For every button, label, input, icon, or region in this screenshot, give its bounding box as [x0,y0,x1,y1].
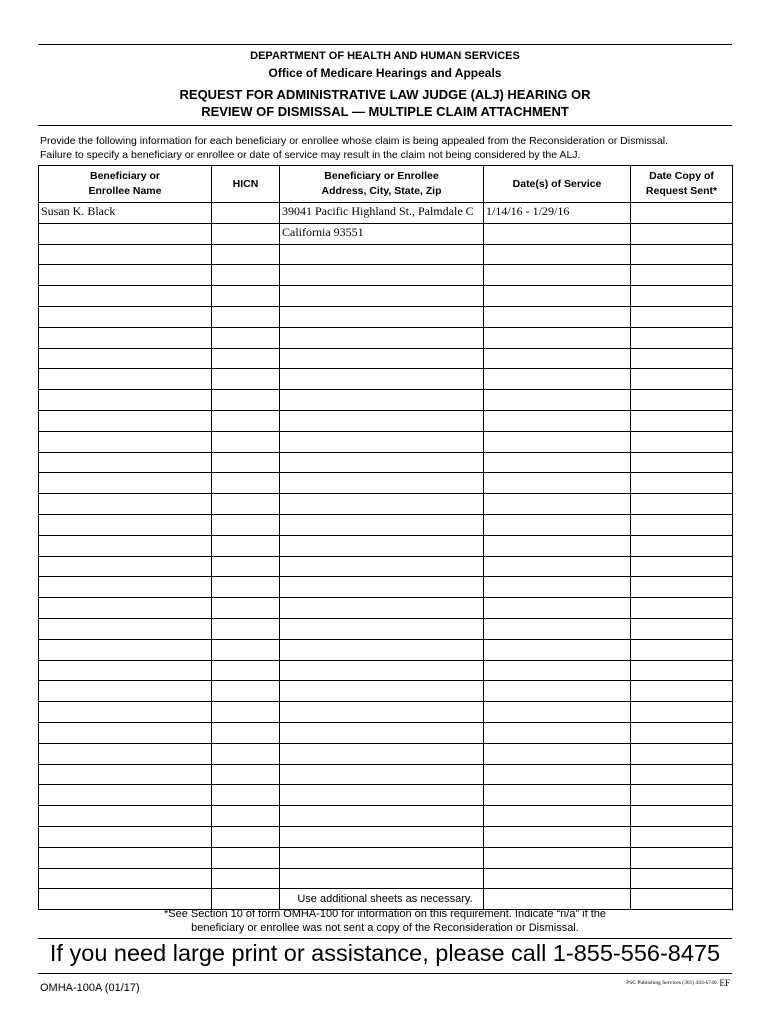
table-row [39,431,733,452]
cell-address[interactable] [280,826,484,847]
table-row [39,702,733,723]
cell-dates[interactable] [484,369,631,390]
cell-hicn[interactable] [212,806,280,827]
cell-dates[interactable] [484,306,631,327]
cell-hicn[interactable] [212,618,280,639]
cell-name[interactable] [39,618,212,639]
table-row [39,327,733,348]
table-row [39,203,733,224]
table-row [39,598,733,619]
table-row [39,369,733,390]
cell-hicn[interactable] [212,494,280,515]
cell-hicn[interactable] [212,702,280,723]
cell-name[interactable] [39,681,212,702]
cell-dates[interactable] [484,265,631,286]
table-header-row [39,166,733,203]
cell-copy[interactable] [631,660,733,681]
cell-name[interactable] [39,577,212,598]
cell-name[interactable] [39,847,212,868]
column-header-copy-sent [631,166,733,203]
table-row [39,473,733,494]
cell-hicn[interactable] [212,514,280,535]
table-row [39,223,733,244]
assistance-notice: If you need large print or assistance, please call 1-855-556-8475 [49,940,721,966]
cell-copy[interactable] [631,556,733,577]
table-row [39,764,733,785]
cell-address[interactable] [280,785,484,806]
cell-copy[interactable] [631,847,733,868]
instructions-line1: Provide the following information for each beneficiary or enrollee whose claim is being appealed from the Reconsideration or Dismissal. [40,135,668,147]
cell-copy[interactable] [631,473,733,494]
cell-copy[interactable] [631,265,733,286]
table-row [39,868,733,889]
cell-name[interactable] [39,598,212,619]
table-row [39,265,733,286]
cell-name[interactable] [39,639,212,660]
cell-name[interactable] [39,868,212,889]
cell-copy[interactable] [631,598,733,619]
cell-dates[interactable] [484,681,631,702]
table-row [39,390,733,411]
cell-name[interactable] [39,785,212,806]
cell-hicn[interactable] [212,722,280,743]
cell-dates[interactable] [484,452,631,473]
table-row [39,410,733,431]
cell-name[interactable] [39,244,212,265]
table-row [39,306,733,327]
cell-dates[interactable] [484,577,631,598]
table-row [39,535,733,556]
cell-hicn[interactable] [212,286,280,307]
cell-hicn[interactable] [212,306,280,327]
cell-copy[interactable] [631,390,733,411]
cell-dates[interactable] [484,764,631,785]
cell-copy[interactable] [631,868,733,889]
cell-address[interactable] [280,244,484,265]
cell-copy[interactable] [631,494,733,515]
cell-address[interactable] [280,722,484,743]
cell-hicn[interactable] [212,327,280,348]
cell-address[interactable] [280,390,484,411]
cell-address[interactable] [280,286,484,307]
cell-name[interactable] [39,494,212,515]
column-header-copy-line2: Request Sent* [645,185,718,197]
cell-address[interactable] [280,369,484,390]
header-rule [38,125,732,126]
cell-dates[interactable] [484,223,631,244]
cell-dates[interactable] [484,847,631,868]
cell-name[interactable] [39,535,212,556]
table-row [39,826,733,847]
table-row [39,660,733,681]
cell-dates[interactable] [484,660,631,681]
cell-copy[interactable] [631,535,733,556]
cell-hicn[interactable] [212,764,280,785]
cell-hicn[interactable] [212,390,280,411]
cell-dates[interactable] [484,390,631,411]
column-header-name-line1: Beneficiary or [89,170,161,182]
cell-dates[interactable] [484,556,631,577]
cell-address[interactable] [280,306,484,327]
cell-address[interactable] [280,265,484,286]
cell-hicn[interactable] [212,598,280,619]
cell-address[interactable] [280,598,484,619]
cell-dates[interactable] [484,286,631,307]
cell-address[interactable] [280,806,484,827]
column-header-dates: Date(s) of Service [484,166,631,203]
table-row [39,743,733,764]
cell-hicn[interactable] [212,847,280,868]
cell-copy[interactable] [631,452,733,473]
cell-dates[interactable] [484,743,631,764]
cell-hicn[interactable] [212,431,280,452]
cell-name[interactable] [39,702,212,723]
cell-name[interactable] [39,327,212,348]
cell-copy[interactable] [631,743,733,764]
cell-hicn[interactable] [212,785,280,806]
footer-rule [38,938,732,939]
cell-copy[interactable] [631,681,733,702]
cell-copy[interactable] [631,306,733,327]
cell-name[interactable] [39,265,212,286]
claims-table [38,165,733,910]
cell-copy[interactable] [631,410,733,431]
cell-copy[interactable] [631,431,733,452]
cell-hicn[interactable] [212,369,280,390]
cell-address[interactable] [280,618,484,639]
cell-name[interactable] [39,556,212,577]
footer-rule-bottom [38,973,732,974]
table-row [39,681,733,702]
cell-hicn[interactable] [212,868,280,889]
table-row [39,348,733,369]
column-header-copy-line1: Date Copy of [649,170,714,182]
table-row [39,452,733,473]
cell-copy[interactable] [631,369,733,390]
top-rule [38,44,732,45]
cell-name[interactable] [39,660,212,681]
cell-name[interactable] [39,826,212,847]
office-heading: Office of Medicare Hearings and Appeals [268,66,502,80]
cell-hicn[interactable] [212,223,280,244]
table-row [39,785,733,806]
cell-name[interactable] [39,286,212,307]
cell-dates[interactable] [484,514,631,535]
cell-name[interactable] [39,431,212,452]
cell-copy[interactable] [631,702,733,723]
column-header-address-line1: Beneficiary or Enrollee [324,170,439,182]
cell-name[interactable] [39,369,212,390]
cell-hicn[interactable] [212,556,280,577]
cell-address[interactable] [280,452,484,473]
section-10-note-cont: beneficiary or enrollee was not sent a copy of the Reconsideration or Dismissal. [191,922,579,934]
cell-copy[interactable] [631,514,733,535]
table-row [39,556,733,577]
cell-hicn[interactable] [212,660,280,681]
cell-copy[interactable] [631,577,733,598]
cell-dates[interactable] [484,806,631,827]
cell-copy[interactable] [631,327,733,348]
cell-address[interactable] [280,556,484,577]
table-row [39,577,733,598]
cell-copy[interactable] [631,826,733,847]
cell-hicn[interactable] [212,535,280,556]
cell-name[interactable]: Susan K. Black [39,203,212,224]
cell-dates[interactable] [484,327,631,348]
cell-copy[interactable] [631,244,733,265]
cell-hicn[interactable] [212,244,280,265]
table-row [39,514,733,535]
cell-address[interactable] [280,702,484,723]
cell-hicn[interactable] [212,639,280,660]
cell-address[interactable] [280,535,484,556]
cell-hicn[interactable] [212,203,280,224]
cell-name[interactable] [39,764,212,785]
cell-dates[interactable] [484,348,631,369]
cell-address[interactable] [280,327,484,348]
cell-dates[interactable] [484,618,631,639]
cell-name[interactable] [39,743,212,764]
cell-dates[interactable] [484,244,631,265]
cell-address[interactable] [280,764,484,785]
column-header-name [39,166,212,203]
cell-dates[interactable] [484,702,631,723]
cell-hicn[interactable] [212,577,280,598]
cell-name[interactable] [39,806,212,827]
table-row [39,618,733,639]
cell-dates[interactable] [484,535,631,556]
table-row [39,494,733,515]
cell-address[interactable] [280,514,484,535]
cell-name[interactable] [39,452,212,473]
cell-dates[interactable] [484,473,631,494]
cell-dates[interactable] [484,785,631,806]
cell-address[interactable] [280,847,484,868]
cell-address[interactable] [280,473,484,494]
cell-address[interactable]: California 93551 [280,223,484,244]
cell-hicn[interactable] [212,348,280,369]
cell-dates[interactable] [484,722,631,743]
table-row [39,286,733,307]
cell-name[interactable] [39,348,212,369]
form-title-line1: REQUEST FOR ADMINISTRATIVE LAW JUDGE (ALJ) HEARING OR [179,87,591,102]
cell-address[interactable] [280,577,484,598]
printer-credit: PSC Publishing Services (301) 443-6740. [626,980,718,986]
cell-hicn[interactable] [212,681,280,702]
table-row [39,639,733,660]
cell-name[interactable] [39,306,212,327]
cell-name[interactable] [39,473,212,494]
cell-dates[interactable] [484,868,631,889]
table-row [39,244,733,265]
cell-address[interactable] [280,494,484,515]
cell-copy[interactable] [631,764,733,785]
additional-sheets-note: Use additional sheets as necessary. [297,893,473,905]
cell-copy[interactable] [631,348,733,369]
cell-name[interactable] [39,390,212,411]
cell-address[interactable]: 39041 Pacific Highland St., Palmdale C [280,203,484,224]
cell-address[interactable] [280,681,484,702]
cell-address[interactable] [280,743,484,764]
cell-address[interactable] [280,868,484,889]
department-heading: DEPARTMENT OF HEALTH AND HUMAN SERVICES [250,50,520,62]
cell-name[interactable] [39,514,212,535]
cell-dates[interactable] [484,431,631,452]
cell-dates[interactable] [484,639,631,660]
table-row [39,806,733,827]
table-row [39,722,733,743]
cell-name[interactable] [39,223,212,244]
cell-copy[interactable] [631,286,733,307]
cell-name[interactable] [39,410,212,431]
cell-hicn[interactable] [212,410,280,431]
cell-copy[interactable] [631,639,733,660]
table-body [39,203,733,910]
table-row [39,847,733,868]
section-10-note: *See Section 10 of form OMHA-100 for information on this requirement. Indicate “n/a” if the [163,908,607,920]
cell-address[interactable] [280,431,484,452]
column-header-address [280,166,484,203]
form-id: OMHA-100A (01/17) [40,982,140,994]
instructions-line2: Failure to specify a beneficiary or enrollee or date of service may result in the claim not being considered by the ALJ. [40,149,581,161]
column-header-hicn: HICN [212,166,280,203]
cell-dates[interactable]: 1/14/16 - 1/29/16 [484,203,631,224]
cell-address[interactable] [280,410,484,431]
cell-hicn[interactable] [212,743,280,764]
cell-copy[interactable] [631,785,733,806]
cell-dates[interactable] [484,826,631,847]
column-header-name-line2: Enrollee Name [88,185,162,197]
cell-hicn[interactable] [212,473,280,494]
cell-dates[interactable] [484,598,631,619]
cell-hicn[interactable] [212,452,280,473]
column-header-address-line2: Address, City, State, Zip [321,185,442,197]
cell-copy[interactable] [631,223,733,244]
cell-copy[interactable] [631,722,733,743]
cell-dates[interactable] [484,494,631,515]
cell-address[interactable] [280,639,484,660]
ef-mark: EF [719,978,730,988]
cell-hicn[interactable] [212,265,280,286]
cell-name[interactable] [39,722,212,743]
cell-address[interactable] [280,348,484,369]
cell-hicn[interactable] [212,826,280,847]
cell-address[interactable] [280,660,484,681]
cell-copy[interactable] [631,618,733,639]
cell-dates[interactable] [484,410,631,431]
cell-copy[interactable] [631,203,733,224]
cell-copy[interactable] [631,806,733,827]
form-title-line2: REVIEW OF DISMISSAL — MULTIPLE CLAIM ATTACHMENT [201,104,569,119]
